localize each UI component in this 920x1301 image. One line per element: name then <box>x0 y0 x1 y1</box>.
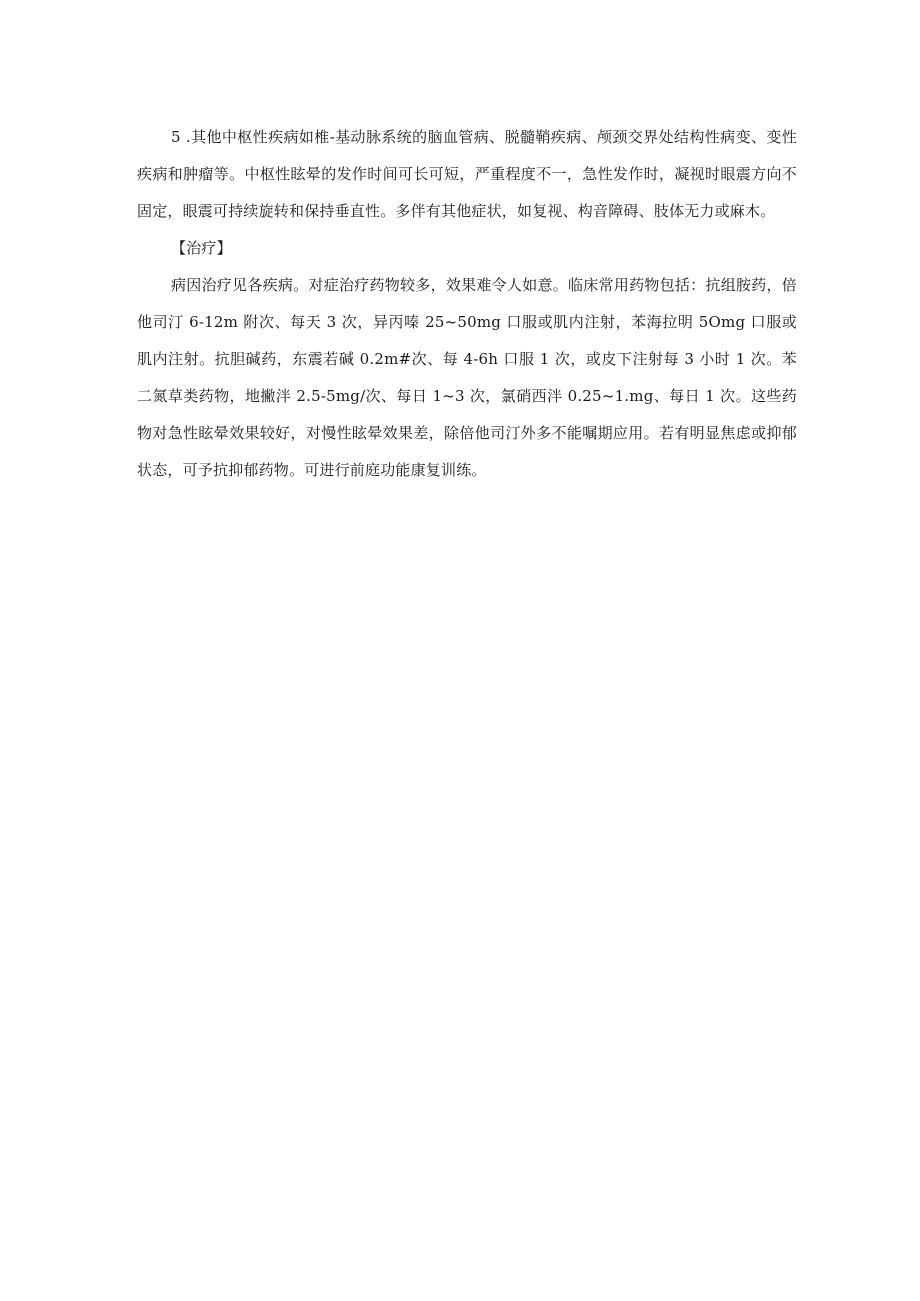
paragraph-central-vertigo-causes: 5 .其他中枢性疾病如椎-基动脉系统的脑血管病、脱髓鞘疾病、颅颈交界处结构性病变、变性疾病和肿瘤等。中枢性眩晕的发作时间可长可短，严重程度不一，急性发作时，凝视时眼震方向不固定，眼震可持续旋转和保持垂直性。多伴有其他症状，如复视、构音障碍、肢体无力或麻木。 <box>137 128 797 220</box>
document-body <box>137 119 797 489</box>
paragraph-treatment: 病因治疗见各疾病。对症治疗药物较多，效果难令人如意。临床常用药物包括：抗组胺药，倍他司汀 6-12m 附次、每天 3 次，异丙嗪 25~50mg 口服或肌内注射，苯海拉明 5Omg 口服或肌内注射。抗胆碱药，东震若碱 0.2m#次、每 4-6h 口服 1 次，或皮下注射每 3 小时 1 次。苯二氮草类药物，地撇泮 2.5-5mg/次、每日 1~3 次，氯硝西泮 0.25~1.mg、每日 1 次。这些药物对急性眩晕效果较好，对慢性眩晕效果差，除倍他司汀外多不能嘱期应用。若有明显焦虑或抑郁状态，可予抗抑郁药物。可进行前庭功能康复训练。 <box>137 276 797 479</box>
section-heading-treatment: 【治疗】 <box>171 239 232 257</box>
